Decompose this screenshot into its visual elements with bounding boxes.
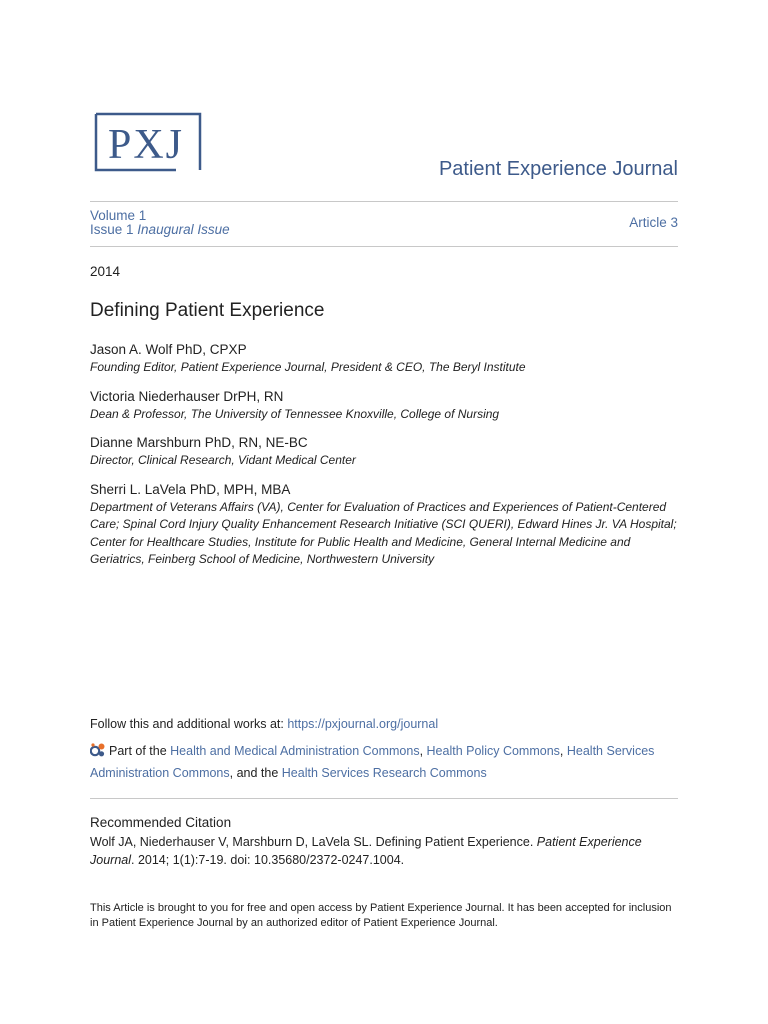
commons-link-health-services-research[interactable]: Health Services Research Commons — [281, 766, 487, 780]
commons-prefix: Part of the — [109, 744, 171, 758]
commons-separator: , — [419, 744, 427, 758]
author-list — [90, 342, 678, 581]
citation-text — [90, 834, 678, 869]
commons-link-health-services-admin[interactable]: Health Services Administration Commons — [90, 744, 655, 780]
author-affiliation: Department of Veterans Affairs (VA), Center for Evaluation of Practices and Experiences of Patient-Centered Care; Spinal Cord Injury Quality Enhancement Research Initiative (SCI QUERI), Edward Hines Jr. VA Hospital; Center for Healthcare Studies, Institute for Public Health and Medicine, General Internal Medicine and Geriatrics, Feinberg School of Medicine, Northwestern University — [90, 499, 677, 566]
pxj-logo — [94, 112, 202, 178]
author-affiliation: Dean & Professor, The University of Tennessee Knoxville, College of Nursing — [90, 406, 500, 421]
author-entry — [90, 482, 678, 569]
citation-body: Wolf JA, Niederhauser V, Marshburn D, LaVela SL. Defining Patient Experience. — [90, 835, 537, 849]
citation-heading: Recommended Citation — [90, 815, 232, 830]
divider-top — [90, 201, 678, 202]
commons-link-health-policy[interactable]: Health Policy Commons — [426, 744, 560, 758]
logo-text: PXJ — [107, 122, 185, 168]
commons-link-health-medical-admin[interactable]: Health and Medical Administration Commons — [170, 744, 420, 758]
access-notice: This Article is brought to you for free and open access by Patient Experience Journal. It has been accepted for inclusion in Patient Experience Journal by an authorized editor of Patient Experience Journal. — [90, 902, 672, 929]
follow-text: Follow this and additional works at: — [90, 717, 288, 731]
publication-year: 2014 — [90, 264, 121, 279]
cover-page — [90, 0, 678, 1024]
journal-url-link[interactable]: https://pxjournal.org/journal — [287, 717, 439, 731]
author-affiliation: Director, Clinical Research, Vidant Medical Center — [90, 453, 356, 467]
volume-issue — [90, 209, 230, 237]
author-name: Dianne Marshburn PhD, RN, NE-BC — [90, 435, 308, 450]
commons-separator: , — [559, 744, 567, 758]
volume-link[interactable]: Volume 1 — [90, 208, 147, 223]
citation-journal: Patient Experience Journal — [90, 835, 642, 867]
network-commons-icon — [90, 742, 106, 758]
journal-title-link[interactable]: Patient Experience Journal — [438, 158, 678, 180]
author-name: Jason A. Wolf PhD, CPXP — [90, 342, 247, 357]
author-name: Sherri L. LaVela PhD, MPH, MBA — [90, 481, 291, 497]
divider-issue — [90, 246, 678, 247]
author-name: Victoria Niederhauser DrPH, RN — [90, 388, 284, 404]
follow-line — [90, 717, 438, 731]
divider-citation — [90, 798, 678, 799]
issue-prefix: Issue 1 — [90, 222, 134, 237]
article-title: Defining Patient Experience — [90, 300, 325, 321]
commons-line — [90, 740, 678, 784]
author-entry — [90, 389, 678, 424]
citation-details: . 2014; 1(1):7-19. doi: 10.35680/2372-0247.1004. — [131, 852, 405, 867]
author-affiliation: Founding Editor, Patient Experience Journal, President & CEO, The Beryl Institute — [90, 360, 526, 374]
author-entry — [90, 342, 678, 377]
issue-name: Inaugural Issue — [137, 222, 230, 237]
article-number-link[interactable]: Article 3 — [629, 215, 678, 230]
issue-link[interactable] — [90, 222, 230, 237]
author-entry — [90, 435, 678, 470]
commons-separator: , and the — [229, 766, 282, 780]
